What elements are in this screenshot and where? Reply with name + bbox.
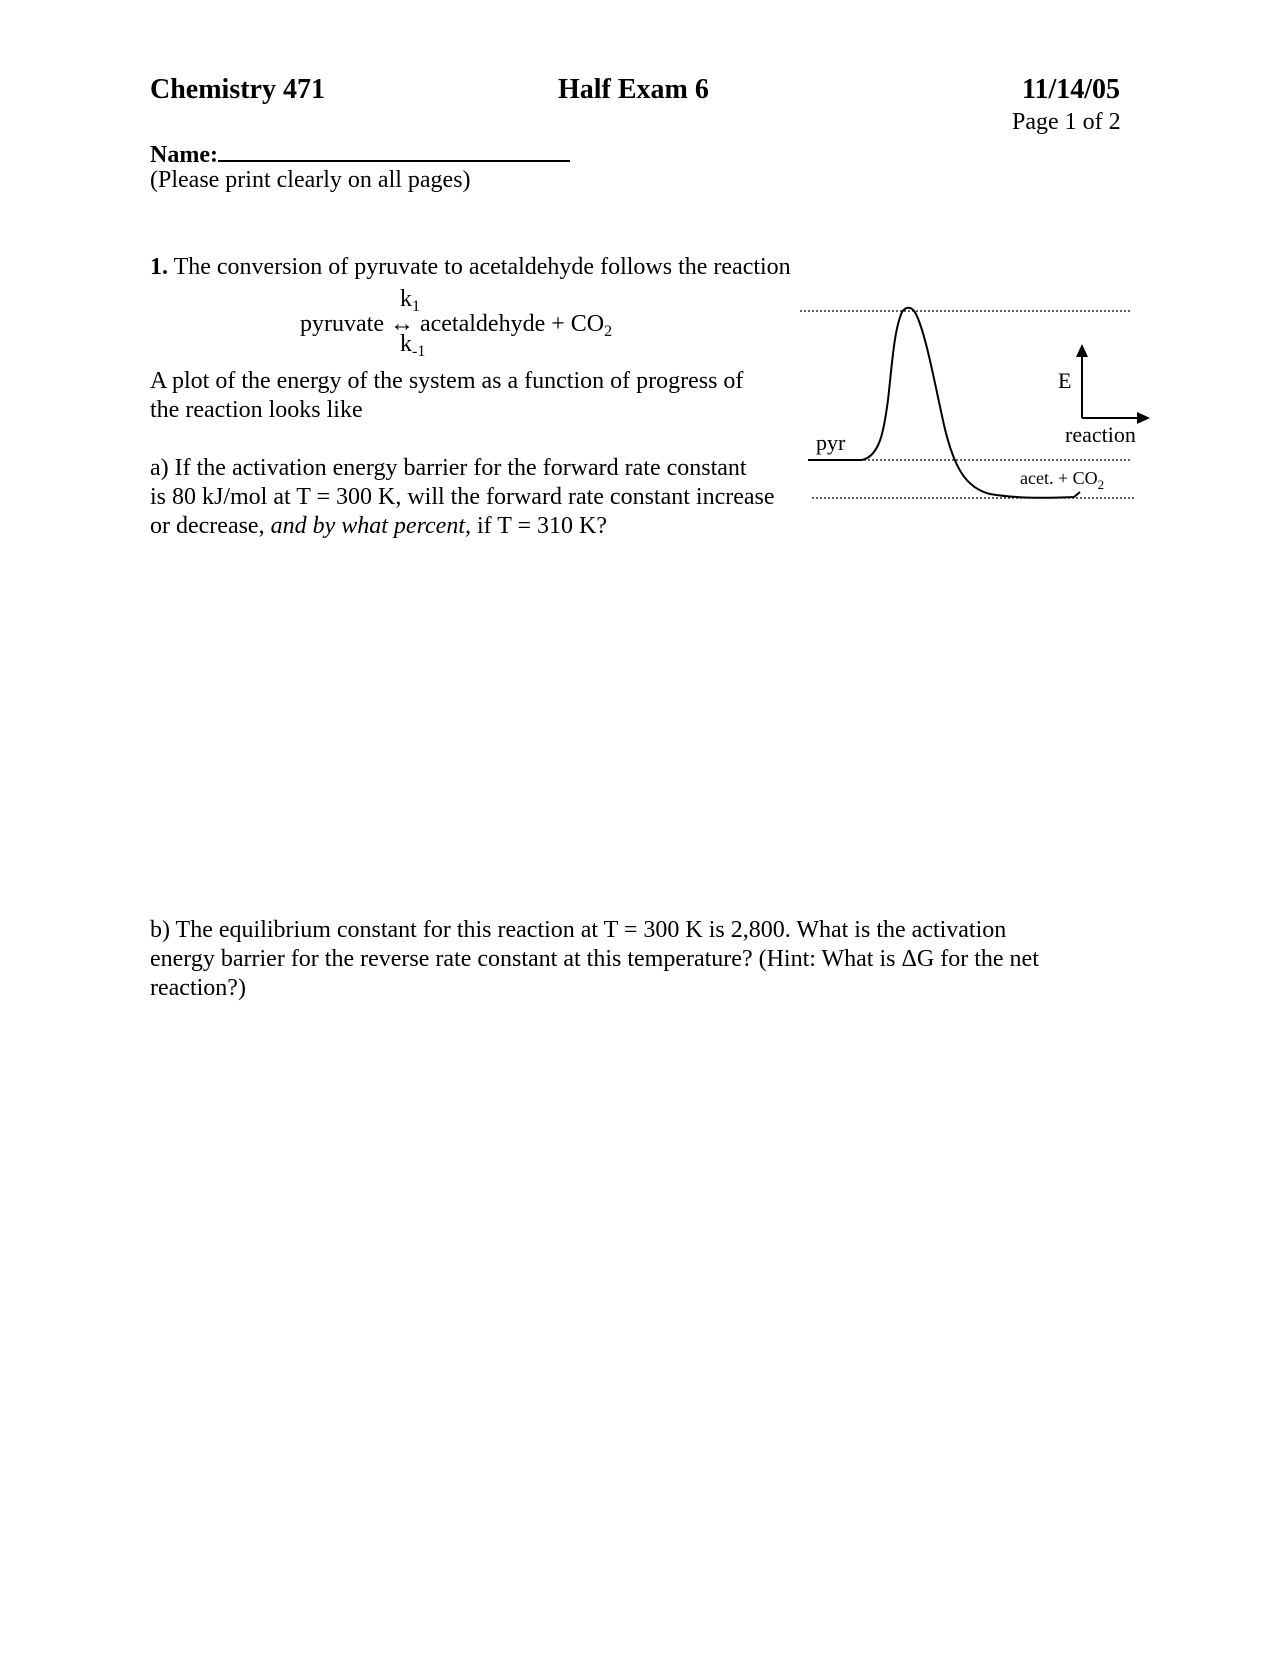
energy-axis-arrow-icon	[1076, 344, 1088, 357]
reverse-rate-constant: $k_{-1}$	[400, 331, 426, 360]
course-title: Chemistry 471	[150, 74, 325, 105]
plot-description-line-2: the reaction looks like	[150, 397, 363, 423]
energy-axis-label: E	[1058, 368, 1072, 393]
exam-title: Half Exam 6	[558, 74, 709, 105]
product-label: acet. + $CO_2$	[1020, 468, 1105, 492]
reaction-axis-label: reaction	[1065, 422, 1136, 447]
equilibrium-arrow-icon: ↔	[389, 311, 414, 337]
reactant-pyruvate: pyruvate	[300, 311, 384, 337]
question-number: 1.	[150, 254, 168, 280]
part-a-line-3: or decrease, and by what percent, if T = 310 K?	[150, 513, 607, 539]
products: acetaldehyde + $CO_2$	[419, 311, 613, 340]
reaction-axis-arrow-icon	[1137, 412, 1150, 424]
part-a-line-1: a) If the activation energy barrier for the forward rate constant	[150, 455, 747, 481]
name-instruction: (Please print clearly on all pages)	[150, 167, 471, 193]
part-b-line-2: energy barrier for the reverse rate constant at this temperature? (Hint: What is ΔG for the net	[150, 946, 1039, 972]
part-b-line-1: b) The equilibrium constant for this reaction at T = 300 K is 2,800. What is the activation	[150, 917, 1007, 943]
question-1-text: The conversion of pyruvate to acetaldehyde follows the reaction	[173, 254, 791, 280]
exam-date: 11/14/05	[1022, 74, 1121, 105]
part-a-line-2: is 80 kJ/mol at T = 300 K, will the forward rate constant increase	[150, 484, 775, 510]
forward-rate-constant: $k_1$	[400, 286, 420, 315]
page-number: Page 1 of 2	[1012, 109, 1121, 135]
name-label: Name:	[150, 142, 218, 168]
reactant-label: pyr	[816, 430, 846, 455]
part-b-line-3: reaction?)	[150, 975, 246, 1001]
plot-description-line-1: A plot of the energy of the system as a function of progress of	[150, 368, 744, 394]
